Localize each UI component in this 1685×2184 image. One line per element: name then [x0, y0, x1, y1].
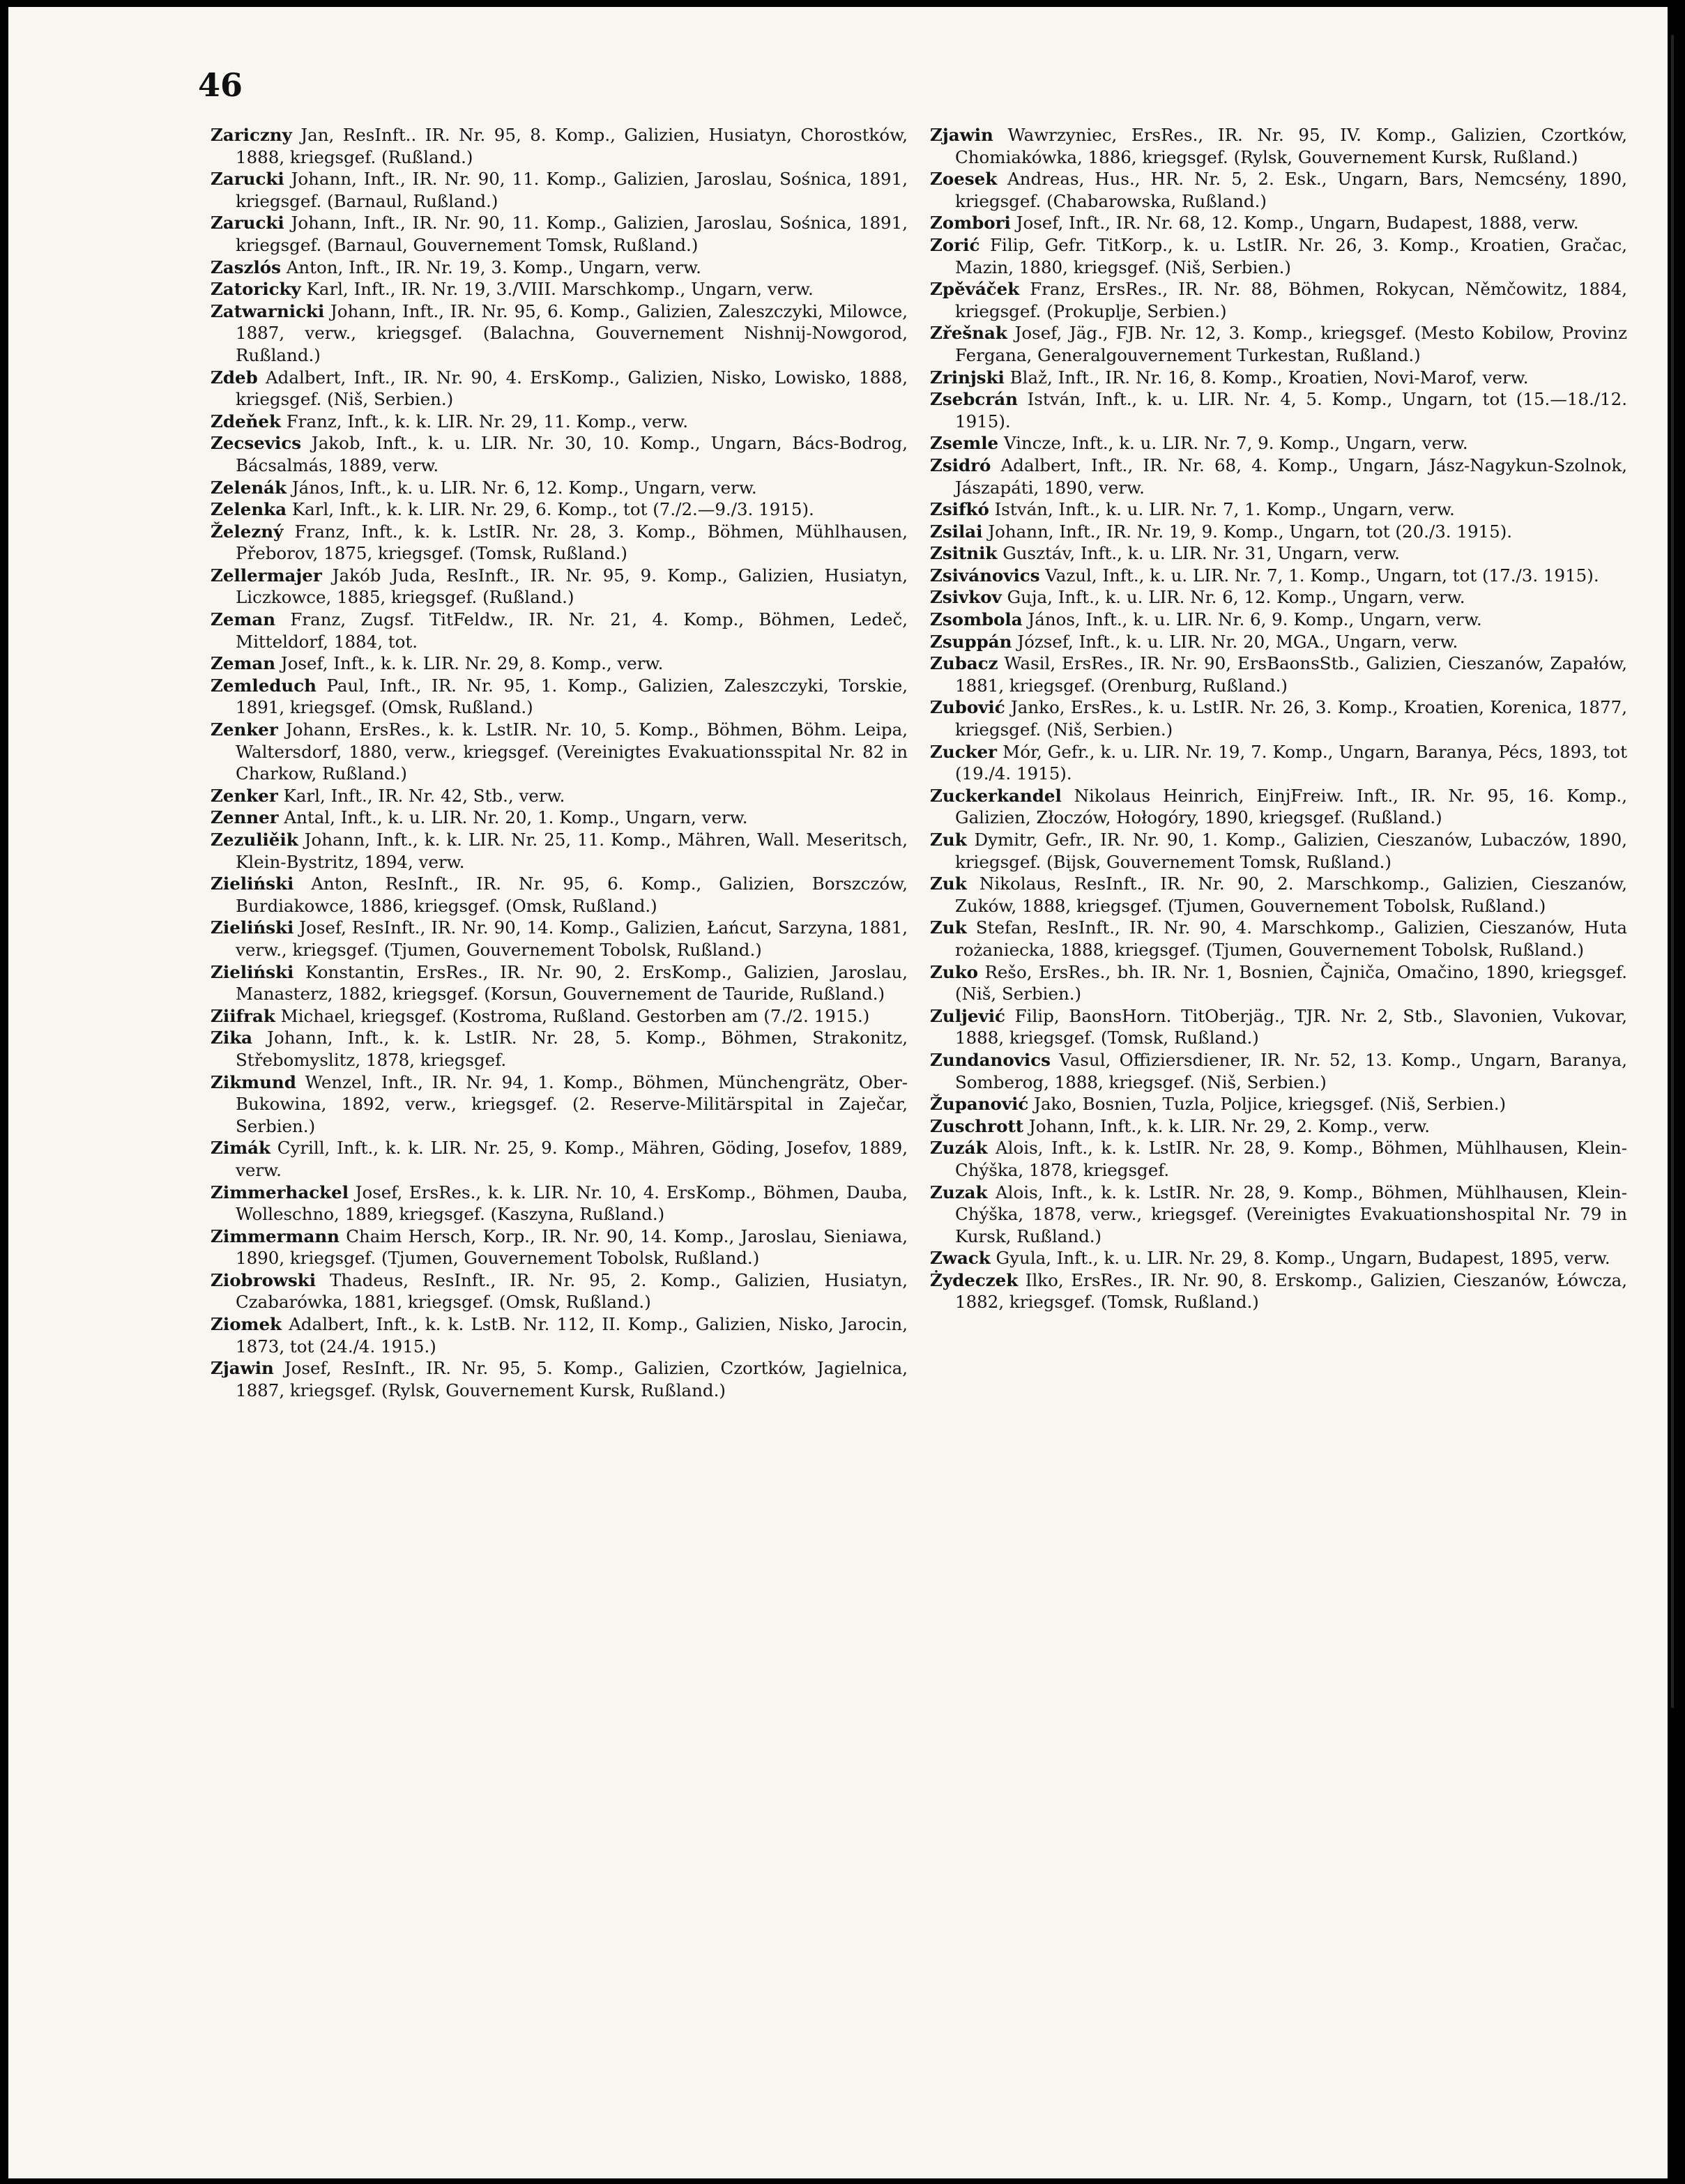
entry-details: István, Inft., k. u. LIR. Nr. 4, 5. Komp., Ungarn, tot (15.—18./12. 1915).	[955, 389, 1627, 432]
entry-details: Karl, Inft., IR. Nr. 19, 3./VIII. Marschkomp., Ungarn, verw.	[300, 279, 814, 300]
entry-surname: Zeman	[211, 609, 276, 630]
list-entry	[930, 741, 1627, 785]
page-edge-rule	[1671, 35, 1674, 1708]
list-entry	[211, 873, 908, 917]
entry-details: Filip, Gefr. TitKorp., k. u. LstIR. Nr. 26, 3. Komp., Kroatien, Gračac, Mazin, 1880, kriegsgef. (Niš, Serbien.)	[955, 234, 1627, 277]
list-entry	[930, 521, 1627, 543]
document-page	[8, 7, 1668, 2178]
entry-details: Ilko, ErsRes., IR. Nr. 90, 8. Erskomp., Galizien, Cieszanów, Łówcza, 1882, kriegsgef. (Tomsk, Rußland.)	[955, 1269, 1627, 1313]
list-entry	[211, 675, 908, 719]
entry-surname: Zjawin	[211, 1358, 274, 1379]
list-entry	[211, 609, 908, 652]
list-entry	[930, 432, 1627, 455]
entry-details: Jako, Bosnien, Tuzla, Poljice, kriegsgef. (Niš, Serbien.)	[1028, 1094, 1507, 1115]
entry-surname: Zezuliěik	[211, 830, 298, 850]
entry-surname: Županović	[930, 1094, 1029, 1115]
entry-details: Vasul, Offiziersdiener, IR. Nr. 52, 13. Komp., Ungarn, Baranya, Somberog, 1888, kriegsgef. (Niš, Serbien.)	[955, 1049, 1627, 1092]
entry-details: Karl, Inft., IR. Nr. 42, Stb., verw.	[277, 785, 565, 806]
entry-details: Johann, Inft., IR. Nr. 90, 11. Komp., Galizien, Jaroslau, Sośnica, 1891, kriegsgef. (Barnaul, Rußland.)	[236, 169, 908, 211]
entry-details: Josef, ResInft., IR. Nr. 95, 5. Komp., Galizien, Czortków, Jagielnica, 1887, kriegsgef. (Rylsk, Gouvernement Kursk, Rußland.)	[236, 1358, 908, 1400]
entry-surname: Zsifkó	[930, 499, 989, 520]
list-entry	[930, 1115, 1627, 1138]
entry-details: Rešo, ErsRes., bh. IR. Nr. 1, Bosnien, Čajniča, Omačino, 1890, kriegsgef. (Niš, Serbien.)	[955, 961, 1627, 1005]
entry-surname: Zřešnak	[930, 323, 1007, 344]
entry-surname: Zuljević	[930, 1005, 1005, 1026]
entry-surname: Zsivánovics	[930, 565, 1040, 586]
entry-details: Anton, Inft., IR. Nr. 19, 3. Komp., Ungarn, verw.	[280, 257, 701, 277]
entry-surname: Zuzák	[930, 1138, 988, 1159]
entry-details: József, Inft., k. u. LIR. Nr. 20, MGA., Ungarn, verw.	[1012, 631, 1458, 652]
entry-surname: Zpěváček	[930, 279, 1020, 300]
list-entry	[930, 278, 1627, 322]
entry-details: Nikolaus, ResInft., IR. Nr. 90, 2. Marschkomp., Galizien, Cieszanów, Zuków, 1888, kriegsgef. (Tjumen, Gouvernement Tobolsk, Rußland.)	[955, 873, 1627, 916]
entry-surname: Zieliński	[211, 961, 294, 982]
entry-details: Franz, Inft., k. k. LstIR. Nr. 28, 3. Komp., Böhmen, Mühlhausen, Přeborov, 1875, kriegsgef. (Tomsk, Rußland.)	[236, 521, 908, 564]
entry-details: Johann, ErsRes., k. k. LstIR. Nr. 10, 5. Komp., Böhmen, Böhm. Leipa, Waltersdorf, 1880, verw., kriegsgef. (Vereinigtes Evakuationsspital Nr. 82 in Charkow, Rußland.)	[236, 719, 908, 784]
list-entry	[930, 212, 1627, 234]
entry-surname: Zorić	[930, 234, 980, 255]
entry-surname: Zubacz	[930, 653, 998, 674]
list-entry	[930, 631, 1627, 653]
entry-surname: Zaszlós	[211, 257, 281, 277]
list-entry	[930, 565, 1627, 587]
list-entry	[211, 565, 908, 609]
entry-surname: Zatoricky	[211, 279, 301, 300]
list-entry	[211, 168, 908, 212]
entry-surname: Zieliński	[211, 873, 294, 894]
entry-details: Johann, Inft., k. k. LIR. Nr. 25, 11. Komp., Mähren, Wall. Meseritsch, Klein-Bystritz, 1894, verw.	[236, 830, 908, 872]
list-entry	[930, 586, 1627, 609]
list-entry	[930, 124, 1627, 168]
entry-surname: Zuk	[930, 830, 967, 850]
entry-surname: Zwack	[930, 1248, 991, 1269]
entry-details: Andreas, Hus., HR. Nr. 5, 2. Esk., Ungarn, Bars, Nemcsény, 1890, kriegsgef. (Chabarowska, Rußland.)	[955, 169, 1627, 211]
list-entry	[930, 785, 1627, 829]
list-entry	[211, 829, 908, 873]
list-entry	[211, 257, 908, 279]
list-entry	[930, 961, 1627, 1005]
entry-details: Josef, Inft., IR. Nr. 68, 12. Komp., Ungarn, Budapest, 1888, verw.	[1010, 213, 1579, 234]
list-entry	[930, 168, 1627, 212]
right-column	[930, 124, 1627, 1313]
list-entry	[930, 1269, 1627, 1313]
list-entry	[930, 455, 1627, 498]
entry-surname: Zsitnik	[930, 543, 998, 564]
list-entry	[211, 521, 908, 565]
list-entry	[211, 498, 908, 521]
entry-surname: Zdeb	[211, 367, 258, 388]
entry-details: Paul, Inft., IR. Nr. 95, 1. Komp., Galizien, Zaleszczyki, Torskie, 1891, kriegsgef. (Omsk, Rußland.)	[236, 675, 908, 718]
list-entry	[211, 1225, 908, 1269]
entry-surname: Zimmermann	[211, 1225, 340, 1246]
entry-details: Thadeus, ResInft., IR. Nr. 95, 2. Komp., Galizien, Husiatyn, Czabarówka, 1881, kriegsgef. (Omsk, Rußland.)	[236, 1269, 908, 1313]
entry-surname: Zjawin	[930, 125, 993, 145]
entry-surname: Zimmerhackel	[211, 1182, 349, 1202]
entry-surname: Zariczny	[211, 125, 292, 145]
entry-details: Gusztáv, Inft., k. u. LIR. Nr. 31, Ungarn, verw.	[997, 543, 1400, 564]
entry-details: Michael, kriegsgef. (Kostroma, Rußland. Gestorben am (7./2. 1915.)	[275, 1005, 870, 1026]
list-entry	[930, 1093, 1627, 1115]
entry-surname: Zdeňek	[211, 411, 281, 432]
entry-surname: Zelenka	[211, 499, 287, 520]
entry-surname: Zsuppán	[930, 631, 1012, 652]
entry-surname: Zuckerkandel	[930, 785, 1062, 806]
entry-surname: Zuko	[930, 961, 979, 982]
list-entry	[930, 696, 1627, 740]
entry-surname: Zikmund	[211, 1071, 296, 1092]
entry-surname: Żydeczek	[930, 1269, 1019, 1290]
entry-details: Guja, Inft., k. u. LIR. Nr. 6, 12. Komp., Ungarn, verw.	[1001, 587, 1465, 608]
entry-surname: Železný	[211, 521, 284, 542]
list-entry	[211, 807, 908, 829]
list-entry	[211, 1313, 908, 1357]
entry-surname: Zuzak	[930, 1182, 988, 1202]
entry-surname: Zrinjski	[930, 367, 1005, 388]
entry-details: Johann, Inft., IR. Nr. 90, 11. Komp., Galizien, Jaroslau, Sośnica, 1891, kriegsgef. (Barnaul, Gouvernement Tomsk, Rußland.)	[236, 213, 908, 255]
entry-surname: Zuk	[930, 873, 967, 894]
entry-surname: Zika	[211, 1028, 253, 1048]
entry-details: Jakób Juda, ResInft., IR. Nr. 95, 9. Komp., Galizien, Husiatyn, Liczkowce, 1885, kriegsgef. (Rußland.)	[236, 565, 908, 608]
list-entry	[211, 278, 908, 300]
entry-details: Adalbert, Inft., IR. Nr. 68, 4. Komp., Ungarn, Jász-Nagykun-Szolnok, Jászapáti, 1890, verw.	[955, 455, 1627, 498]
entry-surname: Zeman	[211, 653, 276, 674]
entry-surname: Ziobrowski	[211, 1269, 317, 1290]
entry-details: Dymitr, Gefr., IR. Nr. 90, 1. Komp., Galizien, Cieszanów, Lubaczów, 1890, kriegsgef. (Bijsk, Gouvernement Tomsk, Rußland.)	[955, 830, 1627, 872]
entry-details: Jan, ResInft.. IR. Nr. 95, 8. Komp., Galizien, Husiatyn, Chorostków, 1888, kriegsgef. (Rußland.)	[236, 125, 908, 167]
entry-details: Franz, ErsRes., IR. Nr. 88, Böhmen, Rokycan, Němčowitz, 1884, kriegsgef. (Prokuplje, Serbien.)	[955, 279, 1627, 321]
list-entry	[211, 1027, 908, 1071]
list-entry	[211, 1071, 908, 1138]
entry-surname: Zenker	[211, 785, 278, 806]
entry-details: Blaž, Inft., IR. Nr. 16, 8. Komp., Kroatien, Novi-Marof, verw.	[1004, 367, 1529, 388]
entry-details: Franz, Zugsf. TitFeldw., IR. Nr. 21, 4. Komp., Böhmen, Ledeč, Mitteldorf, 1884, tot.	[236, 609, 908, 652]
entry-surname: Zucker	[930, 741, 998, 762]
entry-details: Josef, ErsRes., k. k. LIR. Nr. 10, 4. ErsKomp., Böhmen, Dauba, Wolleschno, 1889, kriegsgef. (Kaszyna, Rußland.)	[236, 1182, 908, 1225]
entry-surname: Zsombola	[930, 609, 1023, 630]
list-entry	[211, 367, 908, 411]
entry-surname: Zsebcrán	[930, 389, 1018, 410]
entry-details: Alois, Inft., k. k. LstIR. Nr. 28, 9. Komp., Böhmen, Mühlhausen, Klein-Chýška, 1878, kriegsgef.	[955, 1138, 1627, 1180]
list-entry	[211, 719, 908, 785]
entry-details: Vazul, Inft., k. u. LIR. Nr. 7, 1. Komp., Ungarn, tot (17./3. 1915).	[1039, 565, 1599, 586]
entry-details: Mór, Gefr., k. u. LIR. Nr. 19, 7. Komp., Ungarn, Baranya, Pécs, 1893, tot (19./4. 1915).	[955, 741, 1627, 784]
entry-details: Josef, Inft., k. k. LIR. Nr. 29, 8. Komp., verw.	[275, 653, 664, 674]
entry-surname: Zuk	[930, 917, 967, 938]
entry-surname: Zecsevics	[211, 433, 302, 454]
list-entry	[211, 300, 908, 367]
page-number: 46	[198, 66, 243, 104]
entry-details: Johann, Inft., k. k. LIR. Nr. 29, 2. Komp., verw.	[1023, 1115, 1431, 1136]
entry-details: Janko, ErsRes., k. u. LstIR. Nr. 26, 3. Komp., Kroatien, Korenica, 1877, kriegsgef. (Niš, Serbien.)	[955, 697, 1627, 740]
entry-surname: Zoesek	[930, 169, 998, 190]
list-entry	[211, 652, 908, 675]
entry-surname: Zarucki	[211, 169, 284, 190]
entry-details: Wawrzyniec, ErsRes., IR. Nr. 95, IV. Komp., Galizien, Czortków, Chomiakówka, 1886, kriegsgef. (Rylsk, Gouvernement Kursk, Rußland.)	[955, 125, 1627, 167]
entry-surname: Zellermajer	[211, 565, 322, 586]
entry-details: Chaim Hersch, Korp., IR. Nr. 90, 14. Komp., Jaroslau, Sieniawa, 1890, kriegsgef. (Tjumen, Gouvernement Tobolsk, Rußland.)	[236, 1225, 908, 1269]
entry-surname: Zundanovics	[930, 1049, 1051, 1070]
entry-details: Johann, Inft., IR. Nr. 95, 6. Komp., Galizien, Zaleszczyki, Milowce, 1887, verw., kriegsgef. (Balachna, Gouvernement Nishnij-Nowgorod, Rußland.)	[236, 300, 908, 365]
entry-surname: Zombori	[930, 213, 1011, 234]
entry-details: Karl, Inft., k. k. LIR. Nr. 29, 6. Komp., tot (7./2.—9./3. 1915).	[287, 499, 814, 520]
list-entry	[930, 542, 1627, 565]
entry-details: Cyrill, Inft., k. k. LIR. Nr. 25, 9. Komp., Mähren, Göding, Josefov, 1889, verw.	[236, 1138, 908, 1180]
list-entry	[930, 498, 1627, 521]
entry-surname: Zubović	[930, 697, 1005, 718]
list-entry	[211, 785, 908, 807]
list-entry	[930, 917, 1627, 961]
list-entry	[930, 322, 1627, 366]
list-entry	[211, 1137, 908, 1181]
entry-surname: Zsemle	[930, 433, 999, 454]
entry-details: István, Inft., k. u. LIR. Nr. 7, 1. Komp., Ungarn, verw.	[989, 499, 1455, 520]
list-entry	[211, 212, 908, 256]
entry-details: Adalbert, Inft., k. k. LstB. Nr. 112, II. Komp., Galizien, Nisko, Jarocin, 1873, tot (24./4. 1915.)	[236, 1314, 908, 1357]
entry-details: Jakob, Inft., k. u. LIR. Nr. 30, 10. Komp., Ungarn, Bács-Bodrog, Bácsalmás, 1889, verw.	[236, 433, 908, 475]
list-entry	[211, 124, 908, 168]
list-entry	[930, 367, 1627, 389]
list-entry	[930, 1005, 1627, 1049]
entry-surname: Zuschrott	[930, 1115, 1024, 1136]
entry-details: Wenzel, Inft., IR. Nr. 94, 1. Komp., Böhmen, Münchengrätz, Ober-Bukowina, 1892, verw., kriegsgef. (2. Reserve-Militärspital in Zaječar, Serbien.)	[236, 1071, 908, 1136]
list-entry	[211, 1182, 908, 1225]
list-entry	[930, 388, 1627, 432]
list-entry	[211, 961, 908, 1005]
entry-surname: Zenner	[211, 807, 279, 828]
list-entry	[930, 1137, 1627, 1181]
entry-details: János, Inft., k. u. LIR. Nr. 6, 9. Komp., Ungarn, verw.	[1022, 609, 1482, 630]
entry-surname: Zarucki	[211, 213, 284, 234]
entry-surname: Zemleduch	[211, 675, 317, 696]
entry-surname: Ziifrak	[211, 1005, 275, 1026]
entry-details: Vincze, Inft., k. u. LIR. Nr. 7, 9. Komp., Ungarn, verw.	[998, 433, 1468, 454]
entry-surname: Zenker	[211, 719, 278, 740]
entry-details: Josef, ResInft., IR. Nr. 90, 14. Komp., Galizien, Łańcut, Sarzyna, 1881, verw., kriegsgef. (Tjumen, Gouvernement Tobolsk, Rußland.)	[236, 917, 908, 960]
entry-details: Anton, ResInft., IR. Nr. 95, 6. Komp., Galizien, Borszczów, Burdiakowce, 1886, kriegsgef. (Omsk, Rußland.)	[236, 873, 908, 916]
entry-details: Nikolaus Heinrich, EinjFreiw. Inft., IR. Nr. 95, 16. Komp., Galizien, Złoczów, Hołogóry, 1890, kriegsgef. (Rußland.)	[955, 785, 1627, 828]
list-entry	[211, 1357, 908, 1401]
entry-details: Adalbert, Inft., IR. Nr. 90, 4. ErsKomp., Galizien, Nisko, Lowisko, 1888, kriegsgef. (Niš, Serbien.)	[236, 367, 908, 410]
entry-surname: Zieliński	[211, 917, 294, 938]
entry-details: Franz, Inft., k. k. LIR. Nr. 29, 11. Komp., verw.	[280, 411, 689, 432]
list-entry	[211, 1005, 908, 1028]
entry-details: Wasil, ErsRes., IR. Nr. 90, ErsBaonsStb., Galizien, Cieszanów, Zapałów, 1881, kriegsgef. (Orenburg, Rußland.)	[955, 653, 1627, 696]
entry-details: Johann, Inft., IR. Nr. 19, 9. Komp., Ungarn, tot (20./3. 1915).	[982, 521, 1513, 542]
entry-details: János, Inft., k. u. LIR. Nr. 6, 12. Komp., Ungarn, verw.	[287, 477, 757, 498]
entry-surname: Zsilai	[930, 521, 983, 542]
entry-details: Alois, Inft., k. k. LstIR. Nr. 28, 9. Komp., Böhmen, Mühlhausen, Klein-Chýška, 1878, verw., kriegsgef. (Vereinigtes Evakuationshospital Nr. 79 in Kursk, Rußland.)	[955, 1182, 1627, 1246]
entry-surname: Zelenák	[211, 477, 287, 498]
entry-details: Antal, Inft., k. u. LIR. Nr. 20, 1. Komp., Ungarn, verw.	[278, 807, 748, 828]
list-entry	[211, 917, 908, 961]
entry-surname: Zsidró	[930, 455, 991, 475]
entry-surname: Ziomek	[211, 1314, 282, 1335]
list-entry	[211, 411, 908, 433]
list-entry	[211, 477, 908, 499]
entry-surname: Zsivkov	[930, 587, 1002, 608]
entry-surname: Zimák	[211, 1138, 270, 1159]
list-entry	[930, 1049, 1627, 1093]
entry-details: Johann, Inft., k. k. LstIR. Nr. 28, 5. Komp., Böhmen, Strakonitz, Střebomyslitz, 1878, kriegsgef.	[236, 1028, 908, 1070]
left-column	[211, 124, 908, 1401]
list-entry	[211, 1269, 908, 1313]
list-entry	[930, 873, 1627, 917]
entry-details: Josef, Jäg., FJB. Nr. 12, 3. Komp., kriegsgef. (Mesto Kobilow, Provinz Fergana, Generalgouvernement Turkestan, Rußland.)	[955, 323, 1627, 365]
entry-surname: Zatwarnicki	[211, 300, 325, 321]
list-entry	[930, 652, 1627, 696]
entry-details: Stefan, ResInft., IR. Nr. 90, 4. Marschkomp., Galizien, Cieszanów, Huta rożaniecka, 1888, kriegsgef. (Tjumen, Gouvernement Tobolsk, Rußland.)	[955, 917, 1627, 960]
list-entry	[930, 234, 1627, 278]
entry-details: Gyula, Inft., k. u. LIR. Nr. 29, 8. Komp., Ungarn, Budapest, 1895, verw.	[990, 1248, 1610, 1269]
entry-details: Konstantin, ErsRes., IR. Nr. 90, 2. ErsKomp., Galizien, Jaroslau, Manasterz, 1882, kriegsgef. (Korsun, Gouvernement de Tauride, Rußland.)	[236, 961, 908, 1005]
entry-details: Filip, BaonsHorn. TitOberjäg., TJR. Nr. 2, Stb., Slavonien, Vukovar, 1888, kriegsgef. (Tomsk, Rußland.)	[955, 1005, 1627, 1048]
list-entry	[930, 1182, 1627, 1248]
list-entry	[930, 1247, 1627, 1269]
list-entry	[930, 609, 1627, 631]
list-entry	[211, 432, 908, 476]
list-entry	[930, 829, 1627, 873]
